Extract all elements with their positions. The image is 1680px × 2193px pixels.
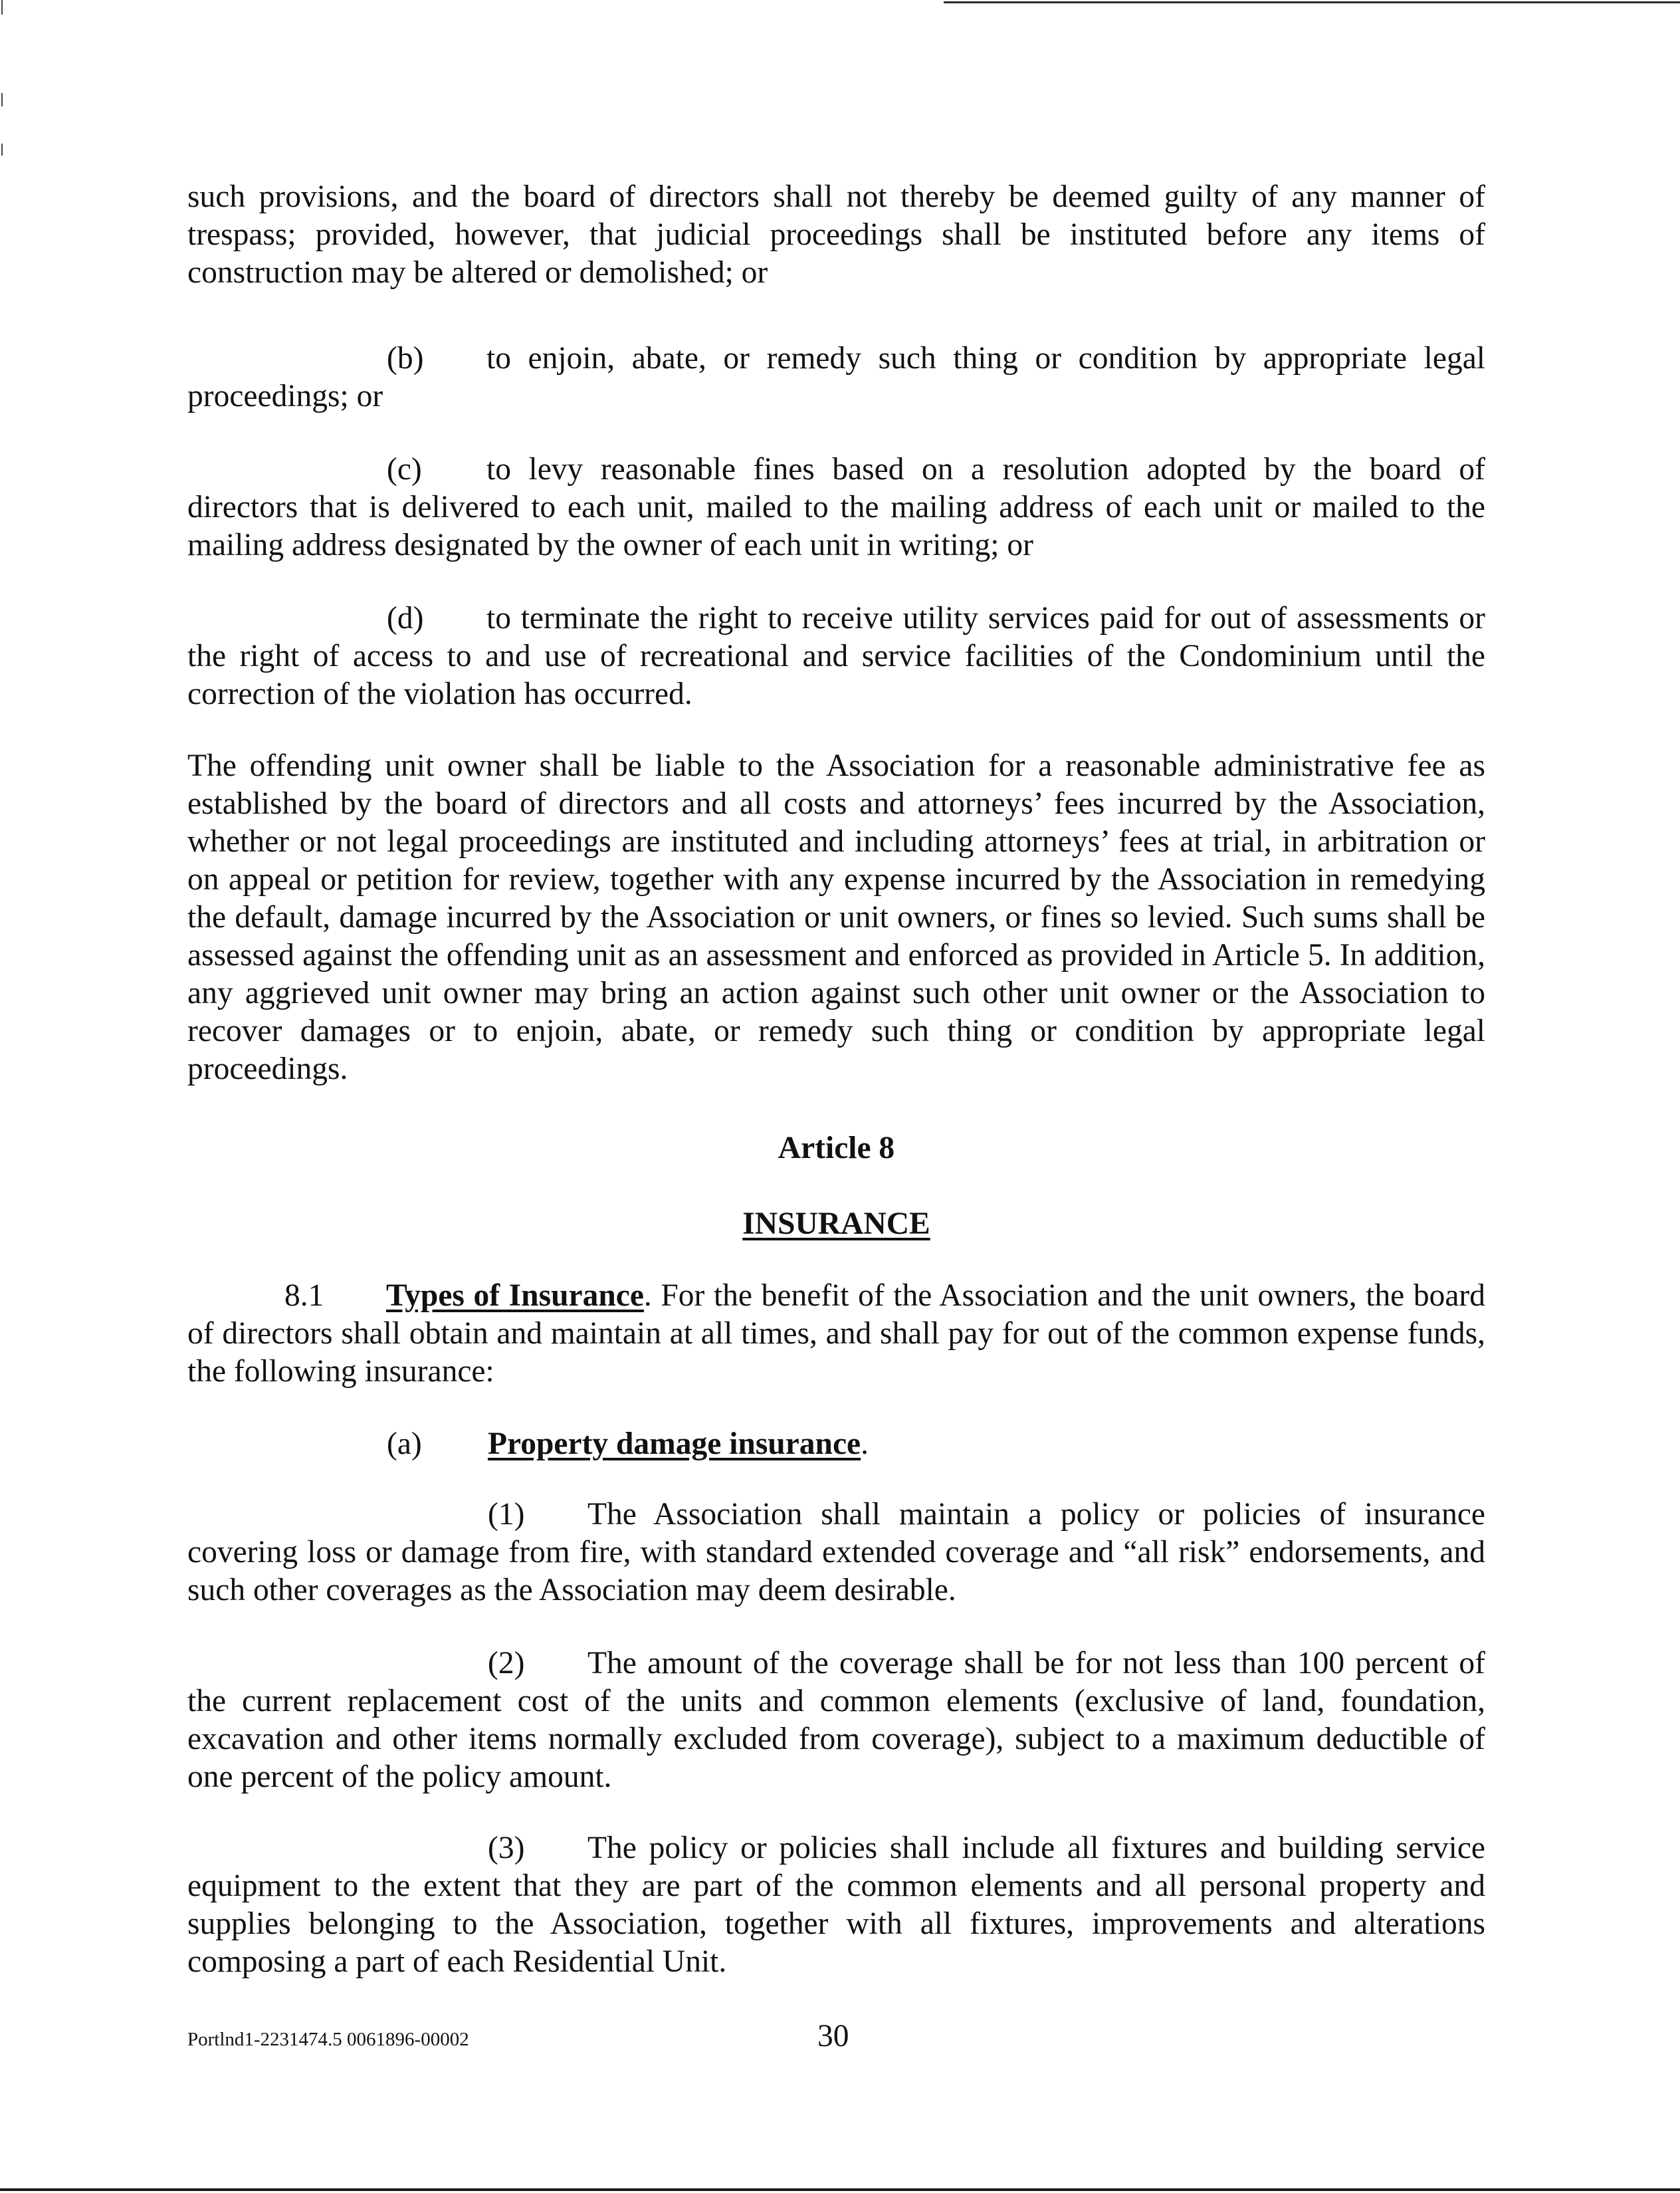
sub-a-heading: [387, 1425, 869, 1463]
scan-edge-bottom: [0, 2188, 1680, 2191]
footer-document-id: Portlnd1-2231474.5 0061896-00002: [187, 2029, 469, 2050]
scan-edge-left-mid: [1, 93, 3, 106]
item-b-text: to enjoin, abate, or remedy such thing or condition by appropriate legal proceedings; or: [187, 341, 1485, 413]
sub-a-label: (a): [387, 1427, 422, 1461]
item-3: [187, 1829, 1485, 1981]
item-d: [187, 600, 1485, 713]
section-8-1: [187, 1277, 1485, 1391]
sub-a-title-end: .: [861, 1427, 869, 1461]
item-1-label: (1): [488, 1497, 525, 1532]
section-8-1-text: For the benefit of the Association and the unit owners, the board of directors shall obtain and maintain at all times, and shall pay for out of the common expense funds, the following insurance:: [187, 1278, 1485, 1389]
item-d-label: (d): [387, 601, 424, 635]
section-8-1-title: Types of Insurance: [386, 1278, 644, 1313]
item-c-text: to levy reasonable fines based on a resolution adopted by the board of directors that is delivered to each unit, mailed to the mailing address of each unit or mailed to the mailing address designated by the owner of each unit in writing; or: [187, 452, 1485, 562]
item-3-text: The policy or policies shall include all fixtures and building service equipment to the extent that they are part of the common elements and all personal property and supplies belonging to the Association, together with all fixtures, improvements and alterations composing a part of each Residential Unit.: [187, 1831, 1485, 1979]
item-b-label: (b): [387, 341, 424, 376]
scan-edge-top: [944, 1, 1680, 3]
item-2: [187, 1645, 1485, 1796]
paragraph-offending-owner: The offending unit owner shall be liable to the Association for a reasonable administrative fee as established by the board of directors and all costs and attorneys’ fees incurred by the Association, whether or not legal proceedings are instituted and including attorneys’ fees at trial, in arbitration or on appeal or petition for review, together with any expense incurred by the Association in remedying the default, damage incurred by the Association or unit owners, or fines so levied. Such sums shall be assessed against the offending unit as an assessment and enforced as provided in Article 5. In addition, any aggrieved unit owner may bring an action against such other unit owner or the Association to recover damages or to enjoin, abate, or remedy such thing or condition by appropriate legal proceedings.: [187, 749, 1485, 1086]
scan-edge-left-top: [1, 0, 3, 15]
section-8-1-number: 8.1: [284, 1278, 324, 1313]
scan-edge-left-low: [1, 144, 3, 156]
item-b: [187, 340, 1485, 415]
item-1: [187, 1496, 1485, 1609]
item-2-text: The amount of the coverage shall be for not less than 100 percent of the current replacement cost of the units and common elements (exclusive of land, foundation, excavation and other items normally excluded from coverage), subject to a maximum deductible of one percent of the policy amount.: [187, 1646, 1485, 1794]
item-3-label: (3): [488, 1831, 525, 1865]
footer-page-number: 30: [817, 2019, 849, 2053]
article-title-text: INSURANCE: [742, 1207, 930, 1241]
sub-a-title: Property damage insurance: [488, 1427, 861, 1461]
paragraph-continuation: such provisions, and the board of directors shall not thereby be deemed guilty of any manner of trespass; provided, however, that judicial proceedings shall be instituted before any items of construction may be altered or demolished; or: [187, 179, 1485, 290]
item-1-text: The Association shall maintain a policy or policies of insurance covering loss or damage from fire, with standard extended coverage and “all risk” endorsements, and such other coverages as the Association may deem desirable.: [187, 1497, 1485, 1607]
section-8-1-title-end: .: [643, 1278, 652, 1313]
article-title: [187, 1205, 1485, 1243]
item-d-text: to terminate the right to receive utility services paid for out of assessments or the right of access to and use of recreational and service facilities of the Condominium until the correction of the violation has occurred.: [187, 601, 1485, 711]
item-2-label: (2): [488, 1646, 525, 1680]
article-heading: Article 8: [778, 1131, 895, 1165]
item-c: [187, 451, 1485, 564]
item-c-label: (c): [387, 452, 422, 487]
